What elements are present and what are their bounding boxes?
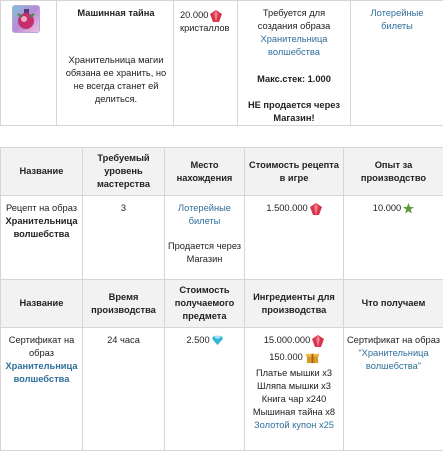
item-source-cell xyxy=(351,1,443,126)
ingredients-cell xyxy=(245,328,344,451)
item-cost-cell xyxy=(165,328,245,451)
header-recipe-cost: Стоимость рецепта в игре xyxy=(245,148,344,196)
ingredient-link[interactable]: Золотой купон x25 xyxy=(245,419,343,432)
recipe-name: Хранительница волшебства xyxy=(1,215,82,241)
item-price-cell xyxy=(174,1,238,126)
header-ingredients: Ингредиенты для производства xyxy=(245,280,344,328)
item-price: 20.000 xyxy=(180,10,208,20)
required-for-label: Требуется для создания образа xyxy=(258,8,331,31)
production-time: 24 часа xyxy=(83,328,165,451)
ingredient-2: Шляпа мышки x3 xyxy=(245,380,343,393)
result-cell xyxy=(344,328,443,451)
header-result: Что получаем xyxy=(344,280,443,328)
required-for-link[interactable]: Хранительница волшебства xyxy=(261,34,328,57)
item-cost: 2.500 xyxy=(186,335,209,345)
item-source-link[interactable]: Лотерейные билеты xyxy=(355,7,439,33)
exp-star-icon xyxy=(403,203,414,214)
recipe-location-cell xyxy=(165,196,245,280)
ingredient-4: Мышиная тайна x8 xyxy=(245,406,343,419)
potion-icon xyxy=(12,5,40,33)
item-name-cell xyxy=(57,1,174,126)
item-info-table xyxy=(0,0,443,126)
red-crystal-icon xyxy=(210,10,222,22)
header-name: Название xyxy=(1,148,83,196)
recipe-exp: 10.000 xyxy=(373,203,401,213)
recipe-cost: 1.500.000 xyxy=(266,203,307,213)
recipe-exp-cell xyxy=(344,196,443,280)
header-item-cost: Стоимость получаемого предмета xyxy=(165,280,245,328)
ingredient-1: Платье мышки x3 xyxy=(245,367,343,380)
item-price-unit: кристаллов xyxy=(180,22,237,35)
recipe-cost-cell xyxy=(245,196,344,280)
recipe-table xyxy=(0,147,443,451)
gift-box-icon xyxy=(306,351,319,364)
not-sold-notice: НЕ продается через Магазин! xyxy=(242,99,346,125)
item-description: Хранительница магии обязана ее хранить, но не всегда станет ей делиться. xyxy=(63,54,169,106)
blue-diamond-icon xyxy=(212,335,223,346)
item-name: Машинная тайна xyxy=(63,7,169,20)
red-crystal-icon xyxy=(310,203,322,215)
cert-name-cell xyxy=(1,328,83,451)
header-name-2: Название xyxy=(1,280,83,328)
item-requirements-cell xyxy=(238,1,351,126)
max-stack: Макс.стек: 1.000 xyxy=(242,73,346,86)
cert-name-prefix: Сертификат на образ xyxy=(1,334,82,360)
recipe-name-prefix: Рецепт на образ xyxy=(1,202,82,215)
ingredient-3: Книга чар x240 xyxy=(245,393,343,406)
header-level: Требуемый уровень мастерства xyxy=(83,148,165,196)
header-location: Место нахождения xyxy=(165,148,245,196)
header-exp: Опыт за производство xyxy=(344,148,443,196)
cert-name-link[interactable]: Хранительница волшебства xyxy=(1,360,82,386)
result-prefix: Сертификат на образ xyxy=(344,334,443,347)
recipe-name-cell xyxy=(1,196,83,280)
ingredient-crystals: 15.000.000 xyxy=(264,335,311,345)
recipe-location-link[interactable]: Лотерейные билеты xyxy=(165,202,244,228)
ingredient-box-amount: 150.000 xyxy=(269,352,303,362)
header-time: Время производства xyxy=(83,280,165,328)
result-link[interactable]: "Хранительница волшебства" xyxy=(344,347,443,373)
recipe-location-extra: Продается через Магазин xyxy=(165,240,244,266)
red-crystal-icon xyxy=(312,335,324,347)
item-icon-cell xyxy=(1,1,57,126)
recipe-level: 3 xyxy=(83,196,165,280)
